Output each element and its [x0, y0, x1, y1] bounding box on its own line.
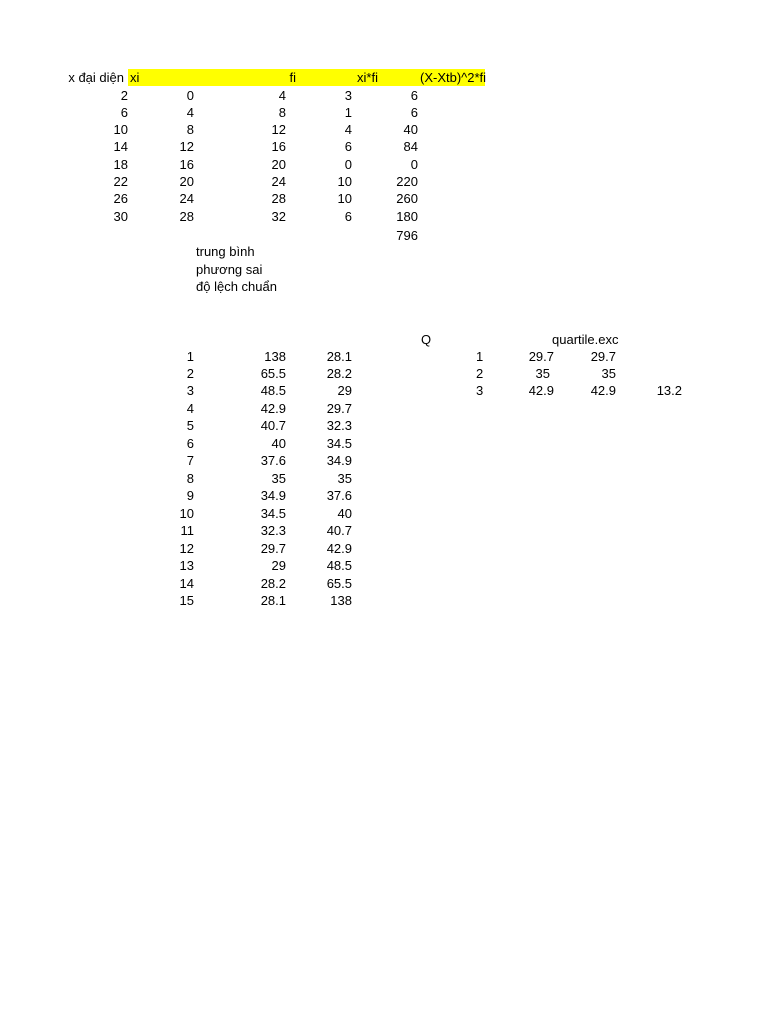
table-cell[interactable]: 65.5: [260, 366, 286, 381]
table-cell[interactable]: 180: [396, 209, 418, 224]
table-cell[interactable]: 6: [186, 436, 194, 451]
table-cell[interactable]: 2: [186, 366, 194, 381]
table-cell[interactable]: 22: [113, 174, 128, 189]
table-cell[interactable]: 35: [271, 471, 286, 486]
table-cell[interactable]: 3: [344, 88, 352, 103]
table-cell[interactable]: 4: [344, 122, 352, 137]
table-cell[interactable]: 1: [344, 105, 352, 120]
table-cell[interactable]: 29: [271, 558, 286, 573]
table-cell[interactable]: 28.2: [326, 366, 352, 381]
table-cell[interactable]: 1: [186, 349, 194, 364]
table-cell[interactable]: 220: [396, 174, 418, 189]
table-cell[interactable]: 9: [186, 488, 194, 503]
table-cell[interactable]: 14: [113, 139, 128, 154]
table-cell[interactable]: 0: [186, 88, 194, 103]
table-cell[interactable]: 65.5: [326, 576, 352, 591]
header-xifi[interactable]: xi*fi: [357, 70, 378, 85]
table-cell[interactable]: 48.5: [260, 383, 286, 398]
table-cell[interactable]: 42.9: [528, 383, 554, 398]
table-cell[interactable]: 29.7: [590, 349, 616, 364]
table-cell[interactable]: 3: [186, 383, 194, 398]
table-cell[interactable]: 7: [186, 453, 194, 468]
table-cell[interactable]: 260: [396, 191, 418, 206]
total-xifi[interactable]: 796: [396, 228, 418, 243]
table-cell[interactable]: 37.6: [326, 488, 352, 503]
table-cell[interactable]: 32.3: [326, 418, 352, 433]
table-cell[interactable]: 29.7: [326, 401, 352, 416]
table-cell[interactable]: 28.2: [260, 576, 286, 591]
table-cell[interactable]: 12: [271, 122, 286, 137]
table-cell[interactable]: 14: [179, 576, 194, 591]
table-cell[interactable]: 3: [476, 383, 484, 398]
q-label[interactable]: Q: [421, 332, 432, 347]
table-cell[interactable]: 34.5: [326, 436, 352, 451]
table-cell[interactable]: 18: [113, 157, 128, 172]
table-cell[interactable]: 15: [179, 593, 194, 608]
table-cell[interactable]: 42.9: [326, 541, 352, 556]
table-cell[interactable]: 12: [179, 541, 194, 556]
table-cell[interactable]: 5: [186, 418, 194, 433]
table-cell[interactable]: 29.7: [260, 541, 286, 556]
table-cell[interactable]: 35: [535, 366, 550, 381]
table-cell[interactable]: 34.9: [326, 453, 352, 468]
table-cell[interactable]: 11: [180, 523, 194, 538]
table-cell[interactable]: 0: [410, 157, 418, 172]
table-cell[interactable]: 32.3: [260, 523, 286, 538]
table-cell[interactable]: 24: [271, 174, 286, 189]
header-dev[interactable]: (X-Xtb)^2*fi: [420, 70, 487, 85]
table-cell[interactable]: 10: [113, 122, 128, 137]
table-cell[interactable]: 6: [344, 209, 352, 224]
table-cell[interactable]: 37.6: [260, 453, 286, 468]
table-cell[interactable]: 29: [337, 383, 352, 398]
table-cell[interactable]: 24: [179, 191, 194, 206]
table-cell[interactable]: 10: [337, 191, 352, 206]
table-cell[interactable]: 6: [344, 139, 352, 154]
table-cell[interactable]: 34.9: [260, 488, 286, 503]
table-cell[interactable]: 40: [337, 506, 352, 521]
table-cell[interactable]: 2: [476, 366, 484, 381]
table-cell[interactable]: 28: [271, 191, 286, 206]
mean-label[interactable]: trung bình: [196, 244, 255, 259]
table-cell[interactable]: 4: [186, 105, 194, 120]
stdev-label[interactable]: độ lệch chuẩn: [196, 279, 277, 294]
table-cell[interactable]: 48.5: [326, 558, 352, 573]
header-xi[interactable]: xi: [130, 70, 140, 85]
table-cell[interactable]: 26: [113, 191, 128, 206]
table-cell[interactable]: [626, 365, 682, 382]
table-cell[interactable]: 8: [186, 122, 194, 137]
table-cell[interactable]: [626, 348, 682, 365]
table-cell[interactable]: 12: [179, 139, 194, 154]
table-cell[interactable]: 40: [271, 436, 286, 451]
table-cell[interactable]: 40.7: [260, 418, 286, 433]
table-cell[interactable]: 138: [330, 593, 352, 608]
table-cell[interactable]: 20: [271, 157, 286, 172]
header-fi[interactable]: fi: [289, 70, 296, 85]
table-cell[interactable]: 0: [344, 157, 352, 172]
table-cell[interactable]: 32: [271, 209, 286, 224]
table-cell[interactable]: 84: [403, 139, 418, 154]
table-cell[interactable]: 4: [278, 88, 286, 103]
table-cell[interactable]: 20: [179, 174, 194, 189]
table-cell[interactable]: 2: [120, 88, 128, 103]
table-cell[interactable]: 40: [403, 122, 418, 137]
table-cell[interactable]: 6: [410, 88, 418, 103]
table-cell[interactable]: 6: [410, 105, 418, 120]
table-cell[interactable]: 6: [120, 105, 128, 120]
table-cell[interactable]: 4: [186, 401, 194, 416]
table-cell[interactable]: 8: [278, 105, 286, 120]
table-cell[interactable]: 35: [337, 471, 352, 486]
table-cell[interactable]: 138: [264, 349, 286, 364]
table-cell[interactable]: 13: [179, 558, 194, 573]
table-cell[interactable]: 34.5: [260, 506, 286, 521]
table-cell[interactable]: 35: [601, 366, 616, 381]
table-cell[interactable]: 10: [179, 506, 194, 521]
header-x-dai-dien[interactable]: x đại diện: [68, 70, 124, 85]
table-cell[interactable]: 42.9: [590, 383, 616, 398]
table-cell[interactable]: 28: [179, 209, 194, 224]
table-cell[interactable]: 10: [337, 174, 352, 189]
variance-label[interactable]: phương sai: [196, 262, 263, 277]
table-cell[interactable]: 28.1: [260, 593, 286, 608]
table-cell[interactable]: 28.1: [326, 349, 352, 364]
quartile-exc-label[interactable]: quartile.exc: [552, 332, 619, 347]
table-cell[interactable]: 1: [476, 349, 484, 364]
table-cell[interactable]: 42.9: [260, 401, 286, 416]
table-cell[interactable]: 16: [271, 139, 286, 154]
table-cell[interactable]: 13.2: [656, 383, 682, 398]
table-cell[interactable]: 16: [179, 157, 194, 172]
table-cell[interactable]: 8: [186, 471, 194, 486]
table-cell[interactable]: 30: [113, 209, 128, 224]
table-cell[interactable]: 29.7: [528, 349, 554, 364]
table-cell[interactable]: 40.7: [326, 523, 352, 538]
